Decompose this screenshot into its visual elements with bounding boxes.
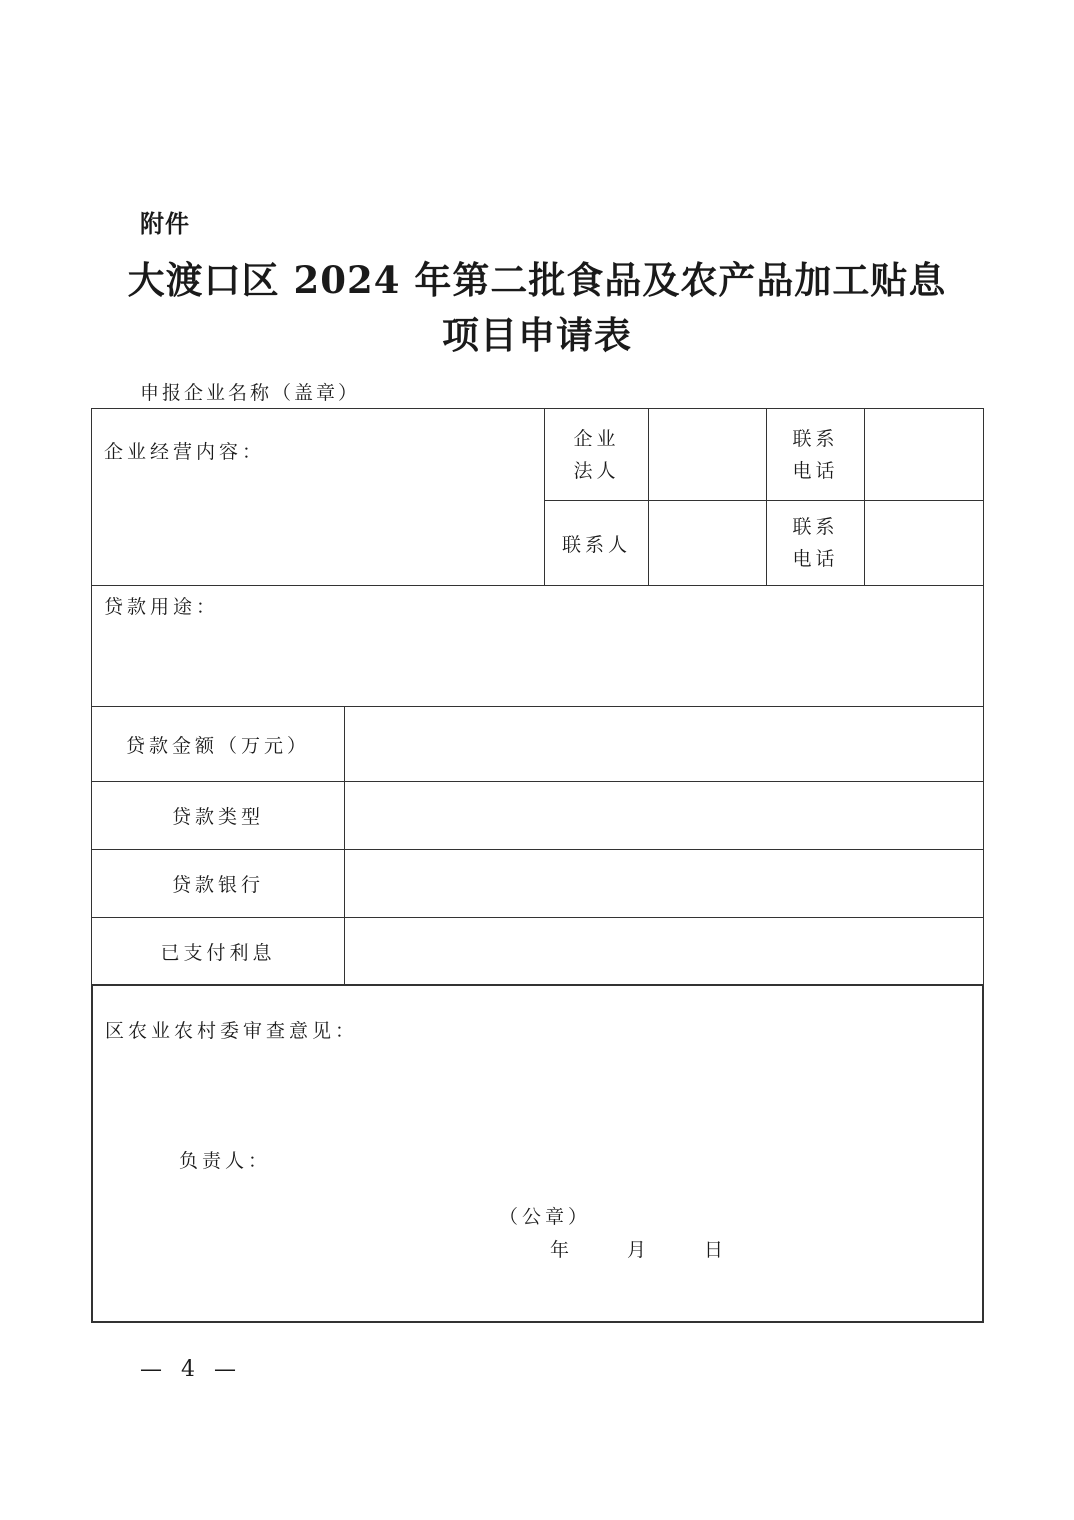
legal-phone-value-cell[interactable] — [864, 408, 984, 501]
contact-person-label-cell: 联系人 — [544, 500, 649, 586]
business-scope-cell[interactable] — [91, 408, 545, 586]
legal-person-value-cell[interactable] — [648, 408, 767, 501]
loan-purpose-cell[interactable] — [91, 585, 984, 707]
legal-phone-label-cell: 联系 电话 — [766, 408, 865, 501]
attachment-label: 附件 — [140, 210, 190, 238]
responsible-person-label: 负责人： — [179, 1150, 272, 1172]
business-scope-label: 企业经营内容： — [104, 441, 266, 463]
contact-phone-label-cell: 联系 电话 — [766, 500, 865, 586]
application-form-table — [91, 408, 984, 1323]
interest-paid-label-cell: 已支付利息 — [91, 917, 345, 985]
contact-person-value-cell[interactable] — [648, 500, 767, 586]
date-day-label: 日 — [704, 1239, 728, 1261]
page-number: — 4 — — [140, 1357, 242, 1382]
loan-amount-value-cell[interactable] — [344, 706, 984, 782]
interest-paid-value-cell[interactable] — [344, 917, 984, 985]
loan-amount-label-cell: 贷款金额（万元） — [91, 706, 345, 782]
loan-type-value-cell[interactable] — [344, 781, 984, 850]
form-title-line1: 大渡口区 2024 年第二批食品及农产品加工贴息 — [127, 258, 947, 302]
loan-bank-value-cell[interactable] — [344, 849, 984, 918]
loan-purpose-label: 贷款用途： — [104, 596, 220, 618]
legal-person-label-cell: 企业 法人 — [544, 408, 649, 501]
contact-phone-value-cell[interactable] — [864, 500, 984, 586]
date-month-label: 月 — [627, 1239, 651, 1261]
date-year-label: 年 — [550, 1239, 574, 1261]
applicant-name-label: 申报企业名称（盖章） — [140, 382, 361, 404]
loan-bank-label-cell: 贷款银行 — [91, 849, 345, 918]
loan-type-label-cell: 贷款类型 — [91, 781, 345, 850]
review-opinion-label: 区农业农村委审查意见： — [105, 1020, 359, 1042]
seal-label: （公章） — [499, 1206, 592, 1228]
form-title-line2: 项目申请表 — [442, 313, 632, 357]
review-opinion-cell[interactable] — [91, 984, 984, 1323]
